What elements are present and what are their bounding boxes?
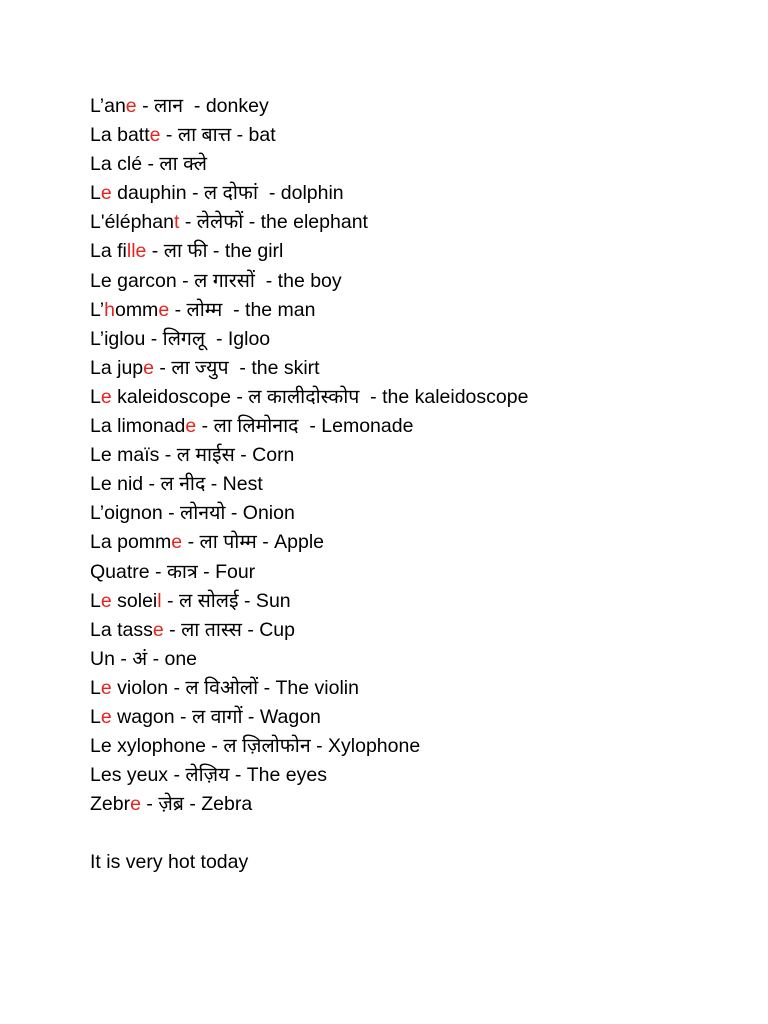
vocab-line [90,237,750,266]
text-segment: kaleidoscope - [111,385,249,408]
highlighted-letter: h [104,298,115,321]
highlighted-letter: lle [126,240,147,263]
text-segment: लान - donkey [154,95,269,117]
highlighted-letter: e [143,356,154,379]
text-segment: La batt [90,124,150,147]
text-segment: La jup [90,356,144,379]
vocab-line [90,499,750,528]
highlighted-letter: e [152,618,164,641]
vocab-line [90,208,750,237]
vocab-line [90,441,750,470]
vocab-line [90,558,750,587]
vocab-line [90,761,750,790]
text-segment: solei [111,589,158,612]
text-segment: अं - one [132,647,198,670]
text-segment: ला बात्त - bat [177,124,276,147]
text-segment: - [196,415,214,438]
text-segment: La fi [90,240,127,263]
text-segment: L [90,182,101,205]
footer-sentence: It is very hot today [90,851,249,874]
text-segment: ला लिमोनाद - Lemonade [213,415,414,438]
vocab-line [90,470,750,499]
text-segment: ल नीद - Nest [160,473,263,496]
text-segment: ल कालीदोस्कोप - the kaleidoscope [248,385,529,408]
highlighted-letter: e [100,589,112,612]
text-segment: ला पोम्म - Apple [199,531,325,554]
text-segment: लेलेफों - the elephant [196,211,368,234]
text-segment: Le xylophone - [90,735,224,758]
vocabulary-list [90,92,750,819]
text-segment: ज़ेब्र - Zebra [158,793,253,816]
highlighted-letter: e [130,793,141,816]
text-segment: Quatre - [90,560,167,583]
vocab-line [90,121,750,150]
text-segment: - [160,124,178,147]
vocab-line [90,528,750,557]
vocab-line [90,587,750,616]
text-segment: ल विओलों - The violin [185,676,359,699]
text-segment: - [182,531,200,554]
highlighted-letter: e [100,676,112,699]
text-segment: - [140,793,159,816]
text-segment: L [90,676,101,699]
vocab-line [90,150,750,179]
text-segment: La pomm [90,531,172,554]
text-segment: L [90,385,101,408]
highlighted-letter: e [149,124,161,147]
text-segment: - [136,95,154,117]
highlighted-letter: e [185,415,197,438]
text-segment: La tass [90,618,153,641]
vocab-line [90,179,750,208]
text-segment: wagon - [111,705,192,728]
vocab-line [90,616,750,645]
vocab-line [90,92,750,121]
text-segment: Les yeux - [90,764,186,787]
text-segment: - [154,356,172,379]
text-segment: कात्र - Four [166,560,256,583]
text-segment: - [169,298,187,321]
text-segment: Le nid - [90,473,161,496]
text-segment: L’an [90,95,126,117]
text-segment: violon - [111,676,186,699]
text-segment: ल ज़िलोफोन - Xylophone [223,735,421,758]
text-segment: L'éléphan [90,211,174,234]
text-segment: ल सोलई - Sun [178,589,291,612]
text-segment: ला तास्स - Cup [181,618,295,641]
text-segment: ल दोफां - dolphin [203,182,344,205]
highlighted-letter: e [125,95,137,117]
text-segment: L’iglou - [90,327,163,350]
text-segment: - [161,589,179,612]
vocab-line [90,296,750,325]
vocab-line [90,645,750,674]
highlighted-letter: e [158,298,170,321]
text-segment: लोम्म - the man [186,298,316,321]
text-segment: Le maïs - [90,444,177,467]
text-segment: dauphin - [111,182,204,205]
text-segment: लोनयो - Onion [180,502,295,525]
text-segment: ल वागों - Wagon [191,705,321,728]
highlighted-letter: t [173,211,180,234]
vocab-line [90,267,750,296]
text-segment: L [90,589,101,612]
highlighted-letter: e [100,182,112,205]
text-segment: omm [114,298,159,321]
text-segment: La clé - [90,153,160,176]
vocab-line [90,412,750,441]
text-segment: ला क्ले [159,153,207,176]
text-segment: ल माईस - Corn [176,444,295,467]
text-segment: La limonad [90,415,186,438]
text-segment: ला फी - the girl [163,240,284,263]
text-segment: L [90,705,101,728]
vocab-line [90,325,750,354]
text-segment: Zebr [90,793,131,816]
text-segment: - [179,211,197,234]
vocab-line [90,383,750,412]
text-segment: L’ [90,298,105,321]
text-segment: Le garcon - [90,269,195,292]
text-segment: L’oignon - [90,502,180,525]
highlighted-letter: e [100,705,112,728]
document-page [90,92,750,878]
blank-line [90,819,750,848]
text-segment: लेज़िय - The eyes [185,764,327,787]
vocab-line [90,354,750,383]
vocab-line [90,674,750,703]
vocab-line [90,703,750,732]
text-segment: लिगलू - Igloo [162,327,271,350]
highlighted-letter: l [157,589,162,612]
text-segment: Un - [90,647,133,670]
vocab-line [90,790,750,819]
text-segment: ला ज्युप - the skirt [171,356,320,379]
vocab-line [90,732,750,761]
text-segment: - [163,618,182,641]
text-segment: - [146,240,164,263]
highlighted-letter: e [171,531,183,554]
highlighted-letter: e [100,385,112,408]
text-segment: ल गारसों - the boy [194,269,342,292]
